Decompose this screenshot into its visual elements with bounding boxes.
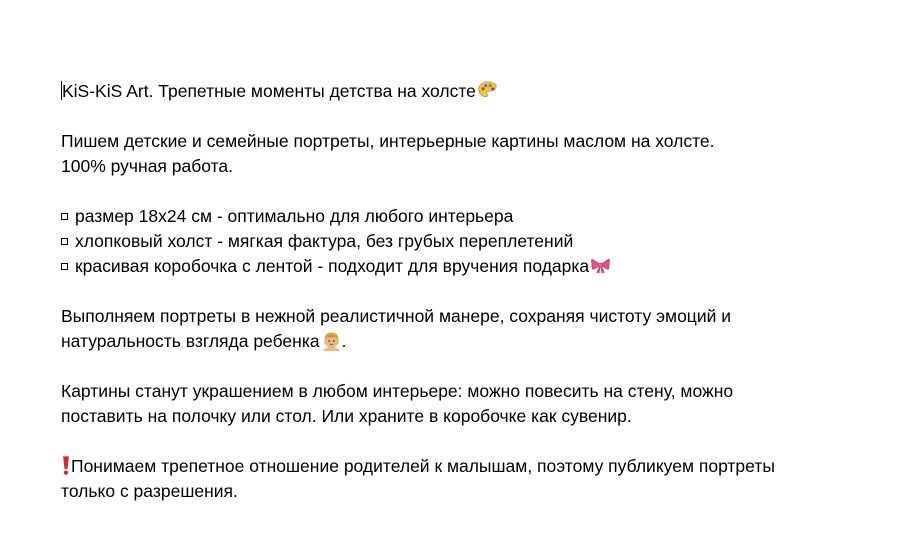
privacy-text: Понимаем трепетное отношение родителей к малышам, поэтому публикуем портреты [71, 456, 775, 476]
privacy-line-1 [61, 454, 881, 479]
baby-icon [321, 330, 342, 351]
privacy-line-2: только с разрешения. [61, 481, 238, 501]
intro-line-1: Пишем детские и семейные портреты, интерьерные картины маслом на холсте. [61, 131, 715, 151]
ribbon-icon [590, 255, 611, 276]
style-text: натуральность взгляда ребенка [61, 331, 320, 351]
title-text: KiS-KiS Art. Трепетные моменты детства на холсте [62, 81, 476, 101]
bullet-text: хлопковый холст - мягкая фактура, без грубых переплетений [75, 231, 574, 251]
style-line-2 [61, 329, 881, 354]
square-bullet-icon [61, 263, 68, 270]
style-line-1: Выполняем портреты в нежной реалистичной манере, сохраняя чистоту эмоций и [61, 306, 732, 326]
bullet-text: размер 18х24 см - оптимально для любого интерьера [75, 206, 514, 226]
spacer [61, 279, 881, 304]
bullet-text: красивая коробочка с лентой - подходит для вручения подарка [75, 256, 590, 276]
decor-line-2: поставить на полочку или стол. Или храните в коробочке как сувенир. [61, 406, 632, 426]
document-body[interactable] [61, 79, 881, 504]
square-bullet-icon [61, 238, 68, 245]
spacer [61, 179, 881, 204]
palette-icon [477, 80, 498, 101]
decor-line-1: Картины станут украшением в любом интерьере: можно повесить на стену, можно [61, 381, 734, 401]
exclamation-icon [61, 455, 71, 476]
spacer [61, 104, 881, 129]
spacer [61, 354, 881, 379]
spacer [61, 429, 881, 454]
bullet-item-canvas [61, 229, 881, 254]
bullet-item-box [61, 254, 881, 279]
style-period: . [341, 331, 347, 351]
title-line [61, 79, 881, 104]
intro-line-2: 100% ручная работа. [61, 156, 234, 176]
square-bullet-icon [61, 213, 68, 220]
bullet-item-size [61, 204, 881, 229]
